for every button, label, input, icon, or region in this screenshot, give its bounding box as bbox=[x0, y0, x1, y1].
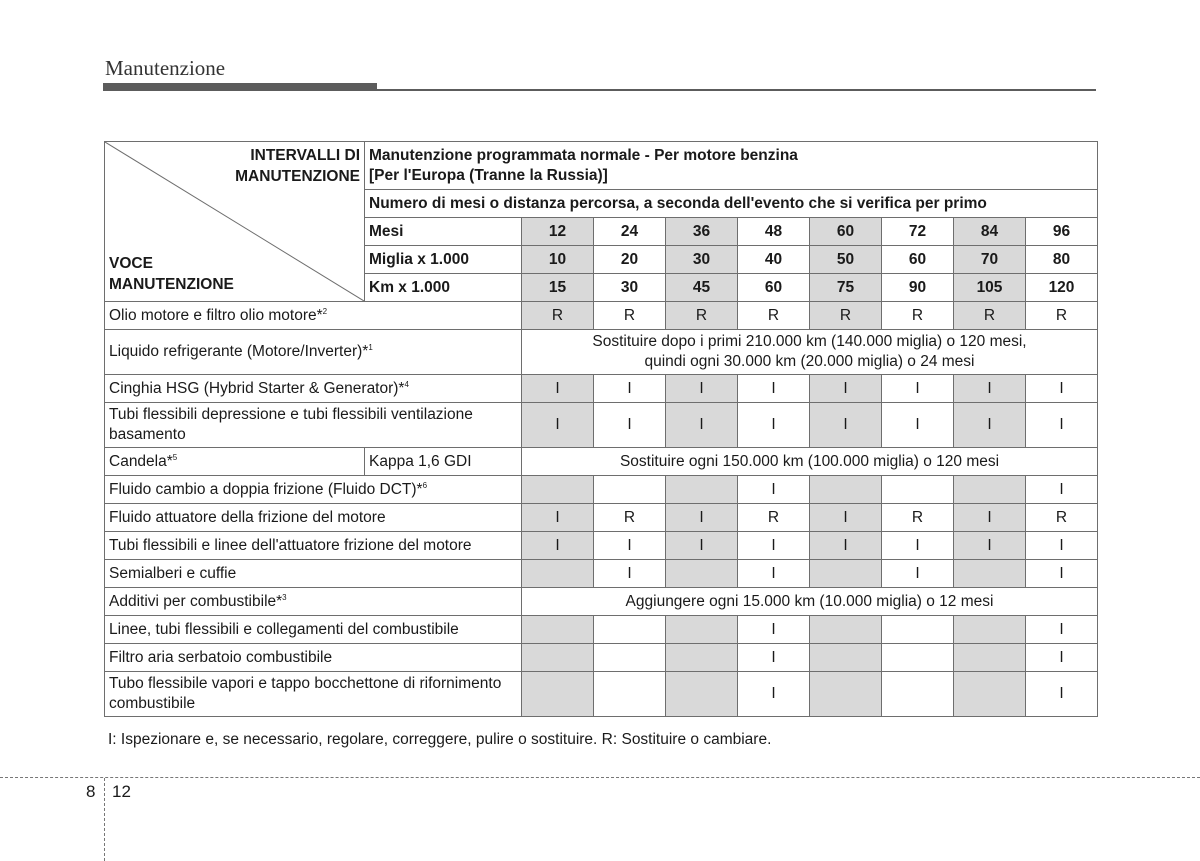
schedule-cell: I bbox=[738, 403, 810, 448]
item-name-text: Linee, tubi flessibili e collegamenti del combustibile bbox=[109, 620, 459, 638]
schedule-cell bbox=[666, 476, 738, 504]
footer-dashed-divider bbox=[104, 778, 105, 861]
item-name-text: Candela* bbox=[109, 452, 173, 470]
item-name bbox=[105, 302, 522, 330]
interval-value: 90 bbox=[882, 274, 954, 302]
item-name-text: Cinghia HSG (Hybrid Starter & Generator)* bbox=[109, 379, 405, 397]
corner-top-line: INTERVALLI DI bbox=[250, 147, 360, 164]
corner-bottom-line: MANUTENZIONE bbox=[109, 276, 234, 293]
schedule-cell: I bbox=[666, 532, 738, 560]
schedule-cell: R bbox=[522, 302, 594, 330]
item-name bbox=[105, 672, 522, 717]
item-name bbox=[105, 644, 522, 672]
footnote-ref: 1 bbox=[368, 343, 373, 352]
section-title: Manutenzione bbox=[105, 56, 226, 80]
interval-value: 80 bbox=[1026, 246, 1098, 274]
schedule-cell bbox=[522, 476, 594, 504]
corner-header-cell bbox=[105, 142, 365, 302]
interval-value: 20 bbox=[594, 246, 666, 274]
interval-value: 105 bbox=[954, 274, 1026, 302]
item-name-text: Semialberi e cuffie bbox=[109, 564, 237, 582]
schedule-cell bbox=[954, 560, 1026, 588]
interval-value: 30 bbox=[594, 274, 666, 302]
page-number: 12 bbox=[112, 782, 131, 801]
schedule-cell bbox=[810, 672, 882, 717]
program-title-line: Manutenzione programmata normale - Per motore benzina bbox=[369, 146, 798, 164]
schedule-cell bbox=[522, 672, 594, 717]
schedule-cell: I bbox=[810, 504, 882, 532]
schedule-cell: I bbox=[522, 403, 594, 448]
schedule-cell: I bbox=[810, 532, 882, 560]
interval-value: 84 bbox=[954, 218, 1026, 246]
schedule-cell: I bbox=[522, 375, 594, 403]
item-row bbox=[105, 644, 1098, 672]
schedule-cell bbox=[954, 644, 1026, 672]
item-name-text: Tubi flessibili depressione e tubi flessibili ventilazione basamento bbox=[109, 406, 473, 443]
schedule-cell bbox=[522, 560, 594, 588]
schedule-note-line: Sostituire ogni 150.000 km (100.000 miglia) o 120 mesi bbox=[619, 452, 1000, 470]
interval-value: 12 bbox=[522, 218, 594, 246]
schedule-cell: I bbox=[810, 375, 882, 403]
item-name bbox=[105, 330, 522, 375]
item-row bbox=[105, 672, 1098, 717]
legend-text: I: Ispezionare e, se necessario, regolare, correggere, pulire o sostituire. R: Sostituire o cambiare. bbox=[108, 731, 772, 748]
schedule-cell: R bbox=[1026, 504, 1098, 532]
schedule-cell: I bbox=[738, 672, 810, 717]
schedule-note-line: Sostituire dopo i primi 210.000 km (140.000 miglia) o 120 mesi, bbox=[592, 333, 1027, 350]
interval-value: 50 bbox=[810, 246, 882, 274]
schedule-cell: I bbox=[738, 616, 810, 644]
schedule-cell: R bbox=[954, 302, 1026, 330]
footer-dashed-line bbox=[0, 777, 1200, 778]
item-name bbox=[105, 532, 522, 560]
chapter-number: 8 bbox=[86, 782, 96, 801]
schedule-cell bbox=[810, 560, 882, 588]
item-row bbox=[105, 588, 1098, 616]
schedule-cell bbox=[882, 616, 954, 644]
interval-value: 72 bbox=[882, 218, 954, 246]
schedule-cell: I bbox=[594, 403, 666, 448]
interval-value: 96 bbox=[1026, 218, 1098, 246]
item-name bbox=[105, 560, 522, 588]
schedule-cell: I bbox=[954, 532, 1026, 560]
schedule-cell: I bbox=[954, 403, 1026, 448]
schedule-cell: R bbox=[594, 302, 666, 330]
item-row bbox=[105, 532, 1098, 560]
interval-value: 15 bbox=[522, 274, 594, 302]
schedule-cell bbox=[594, 644, 666, 672]
schedule-cell: I bbox=[594, 532, 666, 560]
schedule-cell: R bbox=[594, 504, 666, 532]
item-name bbox=[105, 504, 522, 532]
schedule-note-line: quindi ogni 30.000 km (20.000 miglia) o 24 mesi bbox=[644, 353, 975, 370]
schedule-cell: I bbox=[954, 504, 1026, 532]
schedule-cell: I bbox=[666, 403, 738, 448]
schedule-cell: R bbox=[810, 302, 882, 330]
schedule-cell: R bbox=[666, 302, 738, 330]
item-name-text: Tubo flessibile vapori e tappo bocchettone di rifornimento combustibile bbox=[109, 675, 502, 712]
schedule-cell: I bbox=[954, 375, 1026, 403]
item-name bbox=[105, 588, 522, 616]
schedule-cell bbox=[882, 476, 954, 504]
schedule-cell bbox=[666, 616, 738, 644]
schedule-cell: I bbox=[810, 403, 882, 448]
item-subtype: Kappa 1,6 GDI bbox=[365, 448, 522, 476]
item-name-text: Olio motore e filtro olio motore* bbox=[109, 306, 323, 324]
header-row-program bbox=[105, 142, 1098, 190]
schedule-cell bbox=[522, 616, 594, 644]
interval-label: Km x 1.000 bbox=[365, 274, 522, 302]
schedule-cell: I bbox=[594, 375, 666, 403]
footnote-ref: 3 bbox=[282, 592, 287, 602]
schedule-cell: I bbox=[522, 504, 594, 532]
interval-value: 60 bbox=[810, 218, 882, 246]
schedule-cell: R bbox=[738, 504, 810, 532]
interval-value: 48 bbox=[738, 218, 810, 246]
interval-label: Mesi bbox=[365, 218, 522, 246]
item-name-text: Filtro aria serbatoio combustibile bbox=[109, 648, 333, 666]
corner-top-label bbox=[235, 145, 360, 187]
item-name bbox=[105, 375, 522, 403]
item-name-text: Liquido refrigerante (Motore/Inverter)* bbox=[109, 343, 369, 360]
schedule-cell: I bbox=[1026, 403, 1098, 448]
schedule-cell: I bbox=[738, 532, 810, 560]
schedule-cell bbox=[522, 644, 594, 672]
schedule-cell: I bbox=[738, 375, 810, 403]
schedule-cell: I bbox=[738, 560, 810, 588]
footnote-ref: 6 bbox=[422, 480, 428, 490]
schedule-cell: I bbox=[1026, 476, 1098, 504]
interval-value: 70 bbox=[954, 246, 1026, 274]
schedule-cell bbox=[594, 476, 666, 504]
interval-note-cell: Numero di mesi o distanza percorsa, a seconda dell'evento che si verifica per primo bbox=[365, 190, 1098, 218]
schedule-cell: I bbox=[1026, 672, 1098, 717]
interval-label: Miglia x 1.000 bbox=[365, 246, 522, 274]
header-rule-thin bbox=[103, 89, 1096, 91]
item-row bbox=[105, 448, 1098, 476]
schedule-cell bbox=[594, 672, 666, 717]
item-name bbox=[105, 403, 522, 448]
item-row bbox=[105, 560, 1098, 588]
schedule-cell bbox=[882, 644, 954, 672]
interval-value: 30 bbox=[666, 246, 738, 274]
item-name bbox=[105, 616, 522, 644]
schedule-cell: I bbox=[666, 504, 738, 532]
schedule-note-cell bbox=[522, 588, 1098, 616]
schedule-cell: I bbox=[1026, 560, 1098, 588]
footnote-ref: 2 bbox=[322, 306, 328, 316]
schedule-cell: R bbox=[738, 302, 810, 330]
item-name bbox=[105, 448, 365, 476]
item-row bbox=[105, 616, 1098, 644]
program-title-cell bbox=[365, 142, 1098, 190]
schedule-cell bbox=[810, 476, 882, 504]
corner-bottom-line: VOCE bbox=[109, 255, 153, 272]
item-row bbox=[105, 403, 1098, 448]
schedule-cell: I bbox=[594, 560, 666, 588]
schedule-cell: R bbox=[882, 302, 954, 330]
schedule-note-line: Aggiungere ogni 15.000 km (10.000 miglia) o 12 mesi bbox=[625, 592, 994, 610]
interval-value: 60 bbox=[882, 246, 954, 274]
schedule-cell: R bbox=[882, 504, 954, 532]
item-row bbox=[105, 375, 1098, 403]
schedule-cell bbox=[954, 476, 1026, 504]
schedule-cell: I bbox=[882, 403, 954, 448]
schedule-cell bbox=[954, 672, 1026, 717]
schedule-cell bbox=[954, 616, 1026, 644]
item-name-text: Tubi flessibili e linee dell'attuatore frizione del motore bbox=[109, 536, 472, 554]
schedule-cell: R bbox=[1026, 302, 1098, 330]
schedule-cell bbox=[594, 616, 666, 644]
item-row bbox=[105, 302, 1098, 330]
schedule-note-cell bbox=[522, 448, 1098, 476]
item-name-text: Additivi per combustibile* bbox=[109, 592, 283, 610]
schedule-cell: I bbox=[522, 532, 594, 560]
schedule-cell: I bbox=[1026, 532, 1098, 560]
item-row bbox=[105, 504, 1098, 532]
interval-value: 36 bbox=[666, 218, 738, 246]
schedule-cell: I bbox=[1026, 644, 1098, 672]
corner-top-line: MANUTENZIONE bbox=[235, 168, 360, 185]
item-name bbox=[105, 476, 522, 504]
schedule-cell: I bbox=[882, 560, 954, 588]
schedule-cell bbox=[666, 672, 738, 717]
corner-bottom-label bbox=[109, 253, 234, 295]
schedule-cell: I bbox=[738, 476, 810, 504]
interval-value: 24 bbox=[594, 218, 666, 246]
schedule-cell: I bbox=[882, 532, 954, 560]
interval-value: 60 bbox=[738, 274, 810, 302]
program-title-line: [Per l'Europa (Tranne la Russia)] bbox=[369, 166, 608, 184]
item-row bbox=[105, 330, 1098, 375]
interval-value: 75 bbox=[810, 274, 882, 302]
item-row bbox=[105, 476, 1098, 504]
interval-value: 120 bbox=[1026, 274, 1098, 302]
schedule-cell bbox=[666, 644, 738, 672]
schedule-cell: I bbox=[882, 375, 954, 403]
schedule-note-cell bbox=[522, 330, 1098, 375]
schedule-cell: I bbox=[1026, 616, 1098, 644]
schedule-cell: I bbox=[666, 375, 738, 403]
schedule-cell bbox=[810, 616, 882, 644]
interval-value: 45 bbox=[666, 274, 738, 302]
schedule-cell: I bbox=[1026, 375, 1098, 403]
schedule-cell bbox=[810, 644, 882, 672]
interval-value: 10 bbox=[522, 246, 594, 274]
footnote-ref: 4 bbox=[404, 379, 409, 389]
interval-value: 40 bbox=[738, 246, 810, 274]
schedule-cell bbox=[666, 560, 738, 588]
item-name-text: Fluido attuatore della frizione del motore bbox=[109, 508, 386, 526]
item-name-text: Fluido cambio a doppia frizione (Fluido DCT)* bbox=[109, 480, 423, 498]
footnote-ref: 5 bbox=[172, 452, 178, 462]
schedule-cell: I bbox=[738, 644, 810, 672]
maintenance-schedule-table bbox=[104, 141, 1098, 717]
schedule-cell bbox=[882, 672, 954, 717]
